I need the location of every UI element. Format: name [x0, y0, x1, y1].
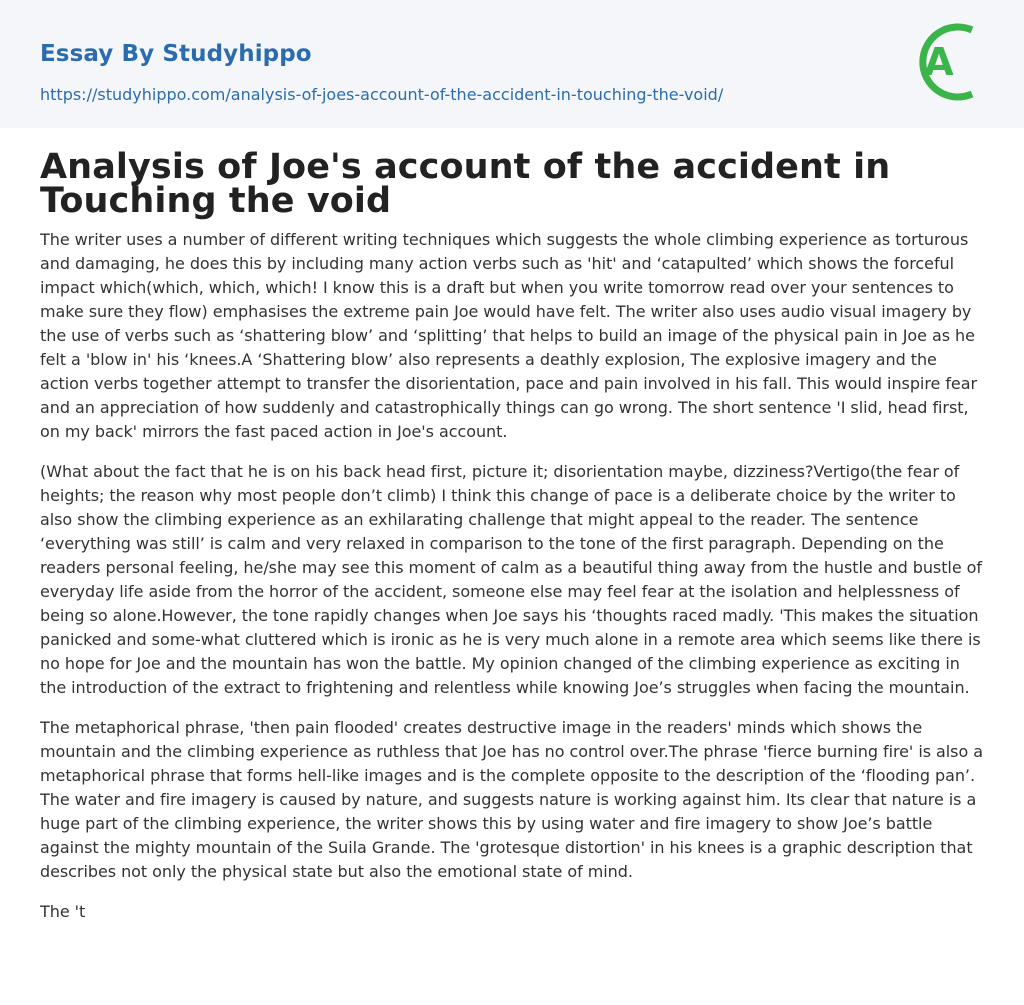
page-title: Analysis of Joe's account of the accident in Touching the void	[40, 147, 891, 221]
site-brand[interactable]: Essay By Studyhippo	[40, 41, 312, 67]
essay-paragraph-3: The metaphorical phrase, 'then pain flooded' creates destructive image in the readers' minds which shows the mountain and the climbing experience as ruthless that Joe has no control over.The phrase 'fierce burning fire' is also a metaphorical phrase that forms hell-like images and is the complete opposite to the description of the ‘flooding pan’. The water and fire imagery is caused by nature, and suggests nature is working against him. Its clear that nature is a huge part of the climbing experience, the writer shows this by using water and fire imagery to show Joe’s battle against the mighty mountain of the Suila Grande. The 'grotesque distortion' in his knees is a graphic description that describes not only the physical state but also the emotional state of mind.	[40, 718, 984, 881]
essay-paragraph-1: The writer uses a number of different writing techniques which suggests the whole climbing experience as torturous and damaging, he does this by including many action verbs such as 'hit' and ‘catapulted’ which shows the forceful impact which(which, which, which! I know this is a draft but when you write tomorrow read over your sentences to make sure they flow) emphasises the extreme pain Joe would have felt. The writer also uses audio visual imagery by the use of verbs such as ‘shattering blow’ and ‘splitting’ that helps to build an image of the physical pain in Joe as he felt a 'blow in' his ‘knees.A ‘Shattering blow’ also represents a deathly explosion, The explosive imagery and the action verbs together attempt to transfer the disorientation, pace and pain involved in his fall. This would inspire fear and an appreciation of how suddenly and catastrophically things can go wrong. The short sentence 'I slid, head first, on my back' mirrors the fast paced action in Joe's account.	[40, 230, 977, 441]
site-header	[0, 0, 1024, 128]
essay-paragraph-2: (What about the fact that he is on his back head first, picture it; disorientation maybe, dizziness?Vertigo(the fear of heights; the reason why most people don’t climb) I think this change of pace is a deliberate choice by the writer to also show the climbing experience as an exhilarating challenge that might appeal to the reader. The sentence ‘everything was still’ is calm and very relaxed in comparison to the tone of the first paragraph. Depending on the readers personal feeling, he/she may see this moment of calm as a beautiful thing away from the hustle and bustle of everyday life aside from the horror of the accident, someone else may feel fear at the isolation and helplessness of being so alone.However, the tone rapidly changes when Joe says his ‘thoughts raced madly. 'This makes the situation panicked and some-what cluttered which is ironic as he is very much alone in a remote area which seems like there is no hope for Joe and the mountain has won the battle. My opinion changed of the climbing experience as exciting in the introduction of the extract to frightening and relentless while knowing Joe’s struggles when facing the mountain.	[40, 462, 982, 697]
logo-letter: A	[924, 40, 954, 84]
article-url-link[interactable]: https://studyhippo.com/analysis-of-joes-account-of-the-accident-in-touching-the-void/	[40, 85, 724, 104]
essay-paragraph-4: The 't	[40, 902, 86, 921]
article-body	[0, 128, 1024, 924]
studyhippo-logo-icon[interactable]	[910, 18, 988, 106]
